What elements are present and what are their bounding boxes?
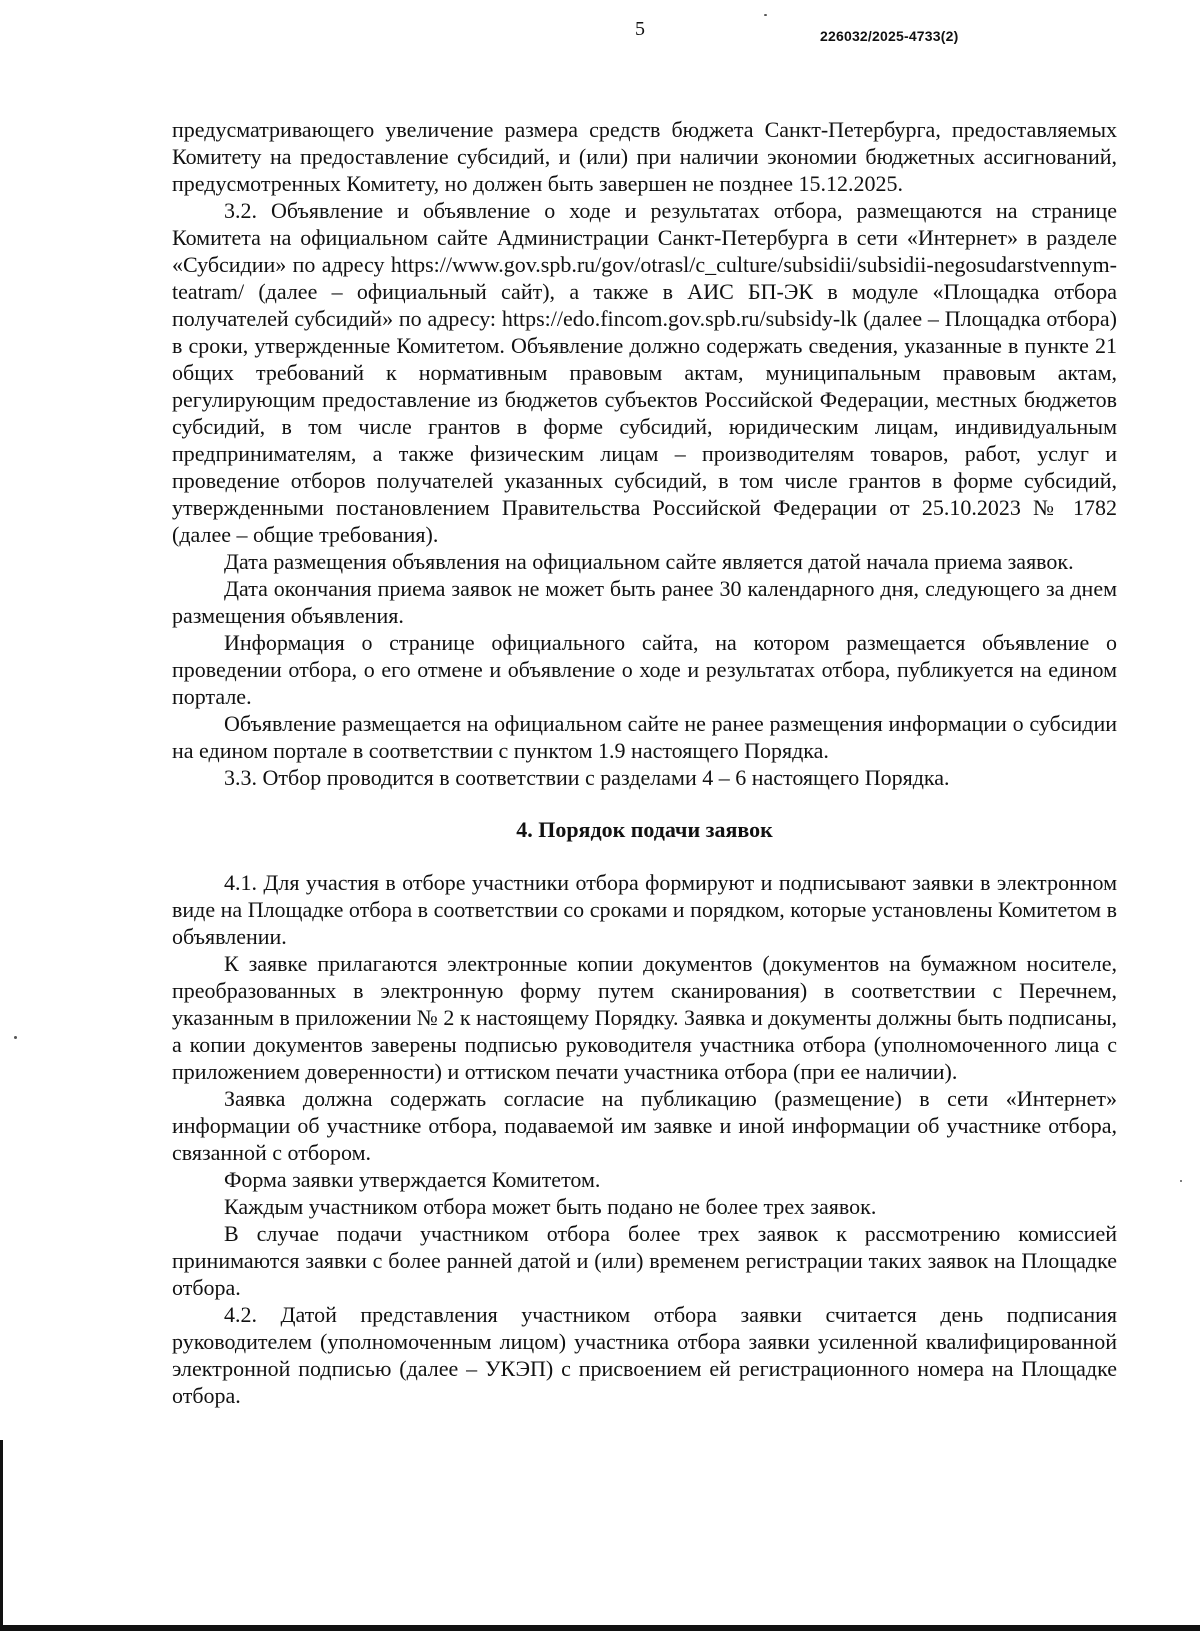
- paragraph-website-info: Информация о странице официального сайта, на котором размещается объявление о проведении отбора, о его отмене и объявление о ходе и результатах отбора, публикуется на едином портале.: [172, 630, 1117, 709]
- page-number: 5: [635, 18, 645, 40]
- paragraph-3-2: 3.2. Объявление и объявление о ходе и результатах отбора, размещаются на странице Комитета на официальном сайте Администрации Санкт-Петербурга в сети «Интернет» в разделе «Субсидии» по адресу https://www.gov.spb.ru/gov/otrasl/c_culture/subsidii/subsidii-negosudarstvennym-teatram/ (далее – официальный сайт), а также в АИС БП-ЭК в модуле «Площадка отбора получателей субсидий» по адресу: https://edo.fincom.gov.spb.ru/subsidy-lk (далее – Площадка отбора) в сроки, утвержденные Комитетом. Объявление должно содержать сведения, указанные в пункте 21 общих требований к нормативным правовым актам, муниципальным правовым актам, регулирующим предоставление из бюджетов субъектов Российской Федерации, местных бюджетов субсидий, в том числе грантов в форме субсидий, юридическим лицам, индивидуальным предпринимателям, а также физическим лицам – производителям товаров, работ, услуг и проведение отборов получателей указанных субсидий, в том числе грантов в форме субсидий, утвержденными постановлением Правительства Российской Федерации от 25.10.2023 № 1782 (далее – общие требования).: [172, 198, 1117, 547]
- scan-edge-bottom: [1, 1625, 1200, 1631]
- paragraph-placement: Объявление размещается на официальном сайте не ранее размещения информации о субсидии на едином портале в соответствии с пунктом 1.9 настоящего Порядка.: [172, 711, 1117, 763]
- paragraph-4-2: 4.2. Датой представления участником отбора заявки считается день подписания руководителем (уполномоченным лицом) участника отбора заявки усиленной квалифицированной электронной подписью (далее – УКЭП) с присвоением ей регистрационного номера на Площадке отбора.: [172, 1302, 1117, 1408]
- paragraph-continuation: предусматривающего увеличение размера средств бюджета Санкт-Петербурга, предоставляемых Комитету на предоставление субсидий, и (или) при наличии экономии бюджетных ассигнований, предусмотренных Комитету, но должен быть завершен не позднее 15.12.2025.: [172, 117, 1117, 196]
- paragraph-publication-date: Дата размещения объявления на официальном сайте является датой начала приема заявок.: [224, 549, 1074, 574]
- scan-edge-left: [0, 1440, 3, 1631]
- paragraph-limit: Каждым участником отбора может быть подано не более трех заявок.: [224, 1194, 877, 1219]
- document-body: [172, 116, 1117, 1409]
- paragraph-consent: Заявка должна содержать согласие на публикацию (размещение) в сети «Интернет» информации об участнике отбора, подаваемой им заявке и иной информации об участнике отбора, связанной с отбором.: [172, 1086, 1117, 1165]
- scan-speck: [764, 14, 767, 16]
- paragraph-deadline: Дата окончания приема заявок не может быть ранее 30 календарного дня, следующего за днем размещения объявления.: [172, 576, 1117, 628]
- scan-speck: [14, 1036, 17, 1039]
- paragraph-3-3: 3.3. Отбор проводится в соответствии с разделами 4 – 6 настоящего Порядка.: [224, 765, 950, 790]
- document-number: 226032/2025-4733(2): [820, 28, 959, 44]
- paragraph-4-1: 4.1. Для участия в отборе участники отбора формируют и подписывают заявки в электронном виде на Площадке отбора в соответствии со сроками и порядком, которые установлены Комитетом в объявлении.: [172, 870, 1117, 949]
- scan-speck: [1180, 1180, 1182, 1182]
- section-heading: 4. Порядок подачи заявок: [516, 817, 773, 842]
- paragraph-form: Форма заявки утверждается Комитетом.: [224, 1167, 601, 1192]
- paragraph-attachments: К заявке прилагаются электронные копии документов (документов на бумажном носителе, преобразованных в электронную форму путем сканирования) в соответствии с Перечнем, указанным в приложении № 2 к настоящему Порядку. Заявка и документы должны быть подписаны, а копии документов заверены подписью руководителя участника отбора (уполномоченного лица с приложением доверенности) и оттиском печати участника отбора (при ее наличии).: [172, 951, 1117, 1084]
- paragraph-excess: В случае подачи участником отбора более трех заявок к рассмотрению комиссией принимаются заявки с более ранней датой и (или) временем регистрации таких заявок на Площадке отбора.: [172, 1221, 1117, 1300]
